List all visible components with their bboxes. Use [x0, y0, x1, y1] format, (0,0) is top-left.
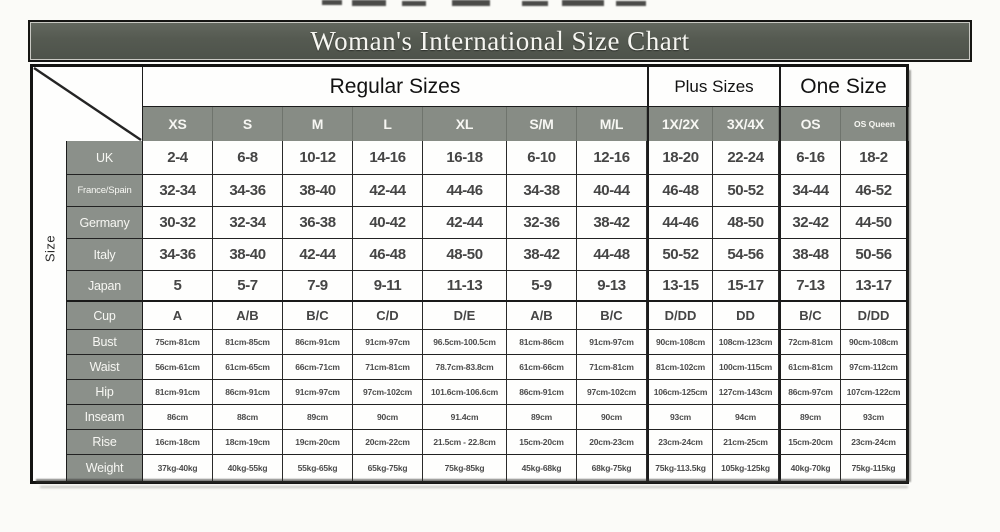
table-cell: 100cm-115cm: [713, 355, 779, 379]
table-cell: 71cm-81cm: [577, 355, 647, 379]
row-label: Hip: [67, 380, 143, 404]
table-cell: 18-2: [841, 141, 906, 174]
table-cell: 13-17: [841, 271, 906, 300]
table-cell: 38-48: [779, 239, 841, 270]
table-cell: D/E: [423, 302, 507, 329]
table-cell: 75kg-115kg: [841, 455, 906, 481]
table-cell: 32-34: [143, 175, 213, 206]
table-cell: 48-50: [423, 239, 507, 270]
table-cell: 45kg-68kg: [507, 455, 577, 481]
table-cell: B/C: [283, 302, 353, 329]
scan-artifact: [616, 1, 646, 6]
table-cell: 86cm-91cm: [213, 380, 283, 404]
table-cell: 75cm-81cm: [143, 330, 213, 354]
table-cell: 71cm-81cm: [353, 355, 423, 379]
table-cell: 91.4cm: [423, 405, 507, 429]
page-title: Woman's International Size Chart: [310, 25, 690, 56]
table-cell: 105kg-125kg: [713, 455, 779, 481]
table-row: [67, 455, 906, 481]
row-label: Rise: [67, 430, 143, 454]
table-cell: 21cm-25cm: [713, 430, 779, 454]
table-cell: 2-4: [143, 141, 213, 174]
diagonal-line: [33, 67, 142, 141]
row-label: Waist: [67, 355, 143, 379]
table-cell: 90cm: [353, 405, 423, 429]
table-cell: 34-36: [143, 239, 213, 270]
table-cell: 15-17: [713, 271, 779, 300]
table-cell: 12-16: [577, 141, 647, 174]
table-cell: 32-36: [507, 207, 577, 238]
table-row: [67, 355, 906, 380]
table-cell: 91cm-97cm: [353, 330, 423, 354]
scan-artifact: [562, 0, 604, 6]
table-row: [67, 380, 906, 405]
table-cell: 46-52: [841, 175, 906, 206]
table-cell: 18-20: [647, 141, 713, 174]
table-cell: A: [143, 302, 213, 329]
table-cell: 40-44: [577, 175, 647, 206]
table-cell: 7-9: [283, 271, 353, 300]
table-cell: 61cm-65cm: [213, 355, 283, 379]
table-cell: 66cm-71cm: [283, 355, 353, 379]
table-row: [67, 207, 906, 239]
column-header-row: [143, 107, 906, 141]
table-cell: 81cm-86cm: [507, 330, 577, 354]
table-cell: 90cm: [577, 405, 647, 429]
table-cell: A/B: [507, 302, 577, 329]
table-cell: 75kg-85kg: [423, 455, 507, 481]
table-cell: 15cm-20cm: [779, 430, 841, 454]
table-cell: 56cm-61cm: [143, 355, 213, 379]
table-cell: 21.5cm - 22.8cm: [423, 430, 507, 454]
table-cell: 50-56: [841, 239, 906, 270]
table-cell: 127cm-143cm: [713, 380, 779, 404]
table-cell: 48-50: [713, 207, 779, 238]
table-cell: 9-11: [353, 271, 423, 300]
table-cell: 50-52: [647, 239, 713, 270]
group-plus-sizes: Plus Sizes: [647, 67, 779, 106]
table-cell: 44-46: [647, 207, 713, 238]
table-cell: 61cm-66cm: [507, 355, 577, 379]
table-cell: 89cm: [283, 405, 353, 429]
row-label: Japan: [67, 271, 143, 300]
size-gutter: [33, 141, 67, 481]
table-cell: 50-52: [713, 175, 779, 206]
table-row: [67, 239, 906, 271]
table-cell: 19cm-20cm: [283, 430, 353, 454]
table-cell: 40kg-55kg: [213, 455, 283, 481]
column-header: S/M: [507, 107, 577, 141]
table-row: [67, 430, 906, 455]
table-cell: 40-42: [353, 207, 423, 238]
table-cell: 32-34: [213, 207, 283, 238]
table-cell: 34-44: [779, 175, 841, 206]
column-header: XL: [423, 107, 507, 141]
column-header: 1X/2X: [647, 107, 713, 141]
group-regular-sizes: Regular Sizes: [329, 74, 461, 98]
table-cell: 20cm-22cm: [353, 430, 423, 454]
table-cell: 97cm-102cm: [577, 380, 647, 404]
table-row: [67, 175, 906, 207]
table-cell: 44-48: [577, 239, 647, 270]
table-cell: 96.5cm-100.5cm: [423, 330, 507, 354]
table-cell: 16cm-18cm: [143, 430, 213, 454]
table-cell: 86cm: [143, 405, 213, 429]
column-header: XS: [143, 107, 213, 141]
column-header: OS: [779, 107, 841, 141]
table-cell: 89cm: [779, 405, 841, 429]
table-cell: 22-24: [713, 141, 779, 174]
head-right: [143, 67, 906, 141]
table-cell: 108cm-123cm: [713, 330, 779, 354]
table-cell: 23cm-24cm: [841, 430, 906, 454]
table-cell: 68kg-75kg: [577, 455, 647, 481]
table-cell: 6-16: [779, 141, 841, 174]
row-label: Inseam: [67, 405, 143, 429]
table-cell: 65kg-75kg: [353, 455, 423, 481]
table-cell: 7-13: [779, 271, 841, 300]
table-cell: 46-48: [647, 175, 713, 206]
table-cell: 55kg-65kg: [283, 455, 353, 481]
column-header: M: [283, 107, 353, 141]
scan-artifact: [402, 1, 426, 6]
table-cell: 30-32: [143, 207, 213, 238]
table-cell: 20cm-23cm: [577, 430, 647, 454]
table-cell: 38-42: [577, 207, 647, 238]
table-cell: 16-18: [423, 141, 507, 174]
table-cell: 38-40: [283, 175, 353, 206]
table-cell: 91cm-97cm: [283, 380, 353, 404]
table-cell: 23cm-24cm: [647, 430, 713, 454]
table-cell: 42-44: [423, 207, 507, 238]
table-cell: 13-15: [647, 271, 713, 300]
table-head: [33, 67, 906, 141]
table-cell: 93cm: [647, 405, 713, 429]
table-cell: 81cm-102cm: [647, 355, 713, 379]
table-cell: 81cm-91cm: [143, 380, 213, 404]
table-cell: 86cm-97cm: [779, 380, 841, 404]
table-cell: DD: [713, 302, 779, 329]
table-cell: 54-56: [713, 239, 779, 270]
size-group-row: [143, 67, 906, 107]
table-cell: 5: [143, 271, 213, 300]
table-cell: D/DD: [841, 302, 906, 329]
table-cell: 6-8: [213, 141, 283, 174]
column-header: 3X/4X: [713, 107, 779, 141]
table-cell: 34-36: [213, 175, 283, 206]
row-label: Germany: [67, 207, 143, 238]
table-cell: 101.6cm-106.6cm: [423, 380, 507, 404]
table-cell: 86cm-91cm: [283, 330, 353, 354]
table-cell: 61cm-81cm: [779, 355, 841, 379]
table-cell: A/B: [213, 302, 283, 329]
table-cell: 89cm: [507, 405, 577, 429]
table-cell: 46-48: [353, 239, 423, 270]
scan-artifact: [452, 0, 490, 6]
row-label: Bust: [67, 330, 143, 354]
row-label: Weight: [67, 455, 143, 481]
table-cell: 90cm-108cm: [841, 330, 906, 354]
table-cell: 40kg-70kg: [779, 455, 841, 481]
table-cell: 42-44: [353, 175, 423, 206]
table-row: [67, 302, 906, 330]
scan-artifact: [322, 0, 342, 5]
table-cell: 91cm-97cm: [577, 330, 647, 354]
table-cell: 44-46: [423, 175, 507, 206]
table-cell: 6-10: [507, 141, 577, 174]
table-cell: 32-42: [779, 207, 841, 238]
table-cell: 34-38: [507, 175, 577, 206]
corner-cell: [33, 67, 143, 141]
row-label: France/Spain: [67, 175, 143, 206]
table-cell: 5-9: [507, 271, 577, 300]
table-row: [67, 405, 906, 430]
table-cell: 107cm-122cm: [841, 380, 906, 404]
table-cell: 14-16: [353, 141, 423, 174]
table-cell: 88cm: [213, 405, 283, 429]
row-label: UK: [67, 141, 143, 174]
table-cell: 93cm: [841, 405, 906, 429]
row-label: Cup: [67, 302, 143, 329]
column-header: OS Queen: [841, 107, 909, 141]
table-cell: C/D: [353, 302, 423, 329]
table-cell: 75kg-113.5kg: [647, 455, 713, 481]
table-cell: 97cm-102cm: [353, 380, 423, 404]
table-cell: 37kg-40kg: [143, 455, 213, 481]
table-cell: 78.7cm-83.8cm: [423, 355, 507, 379]
table-cell: 42-44: [283, 239, 353, 270]
table-cell: 94cm: [713, 405, 779, 429]
table-row: [67, 141, 906, 175]
column-header: M/L: [577, 107, 647, 141]
table-cell: 90cm-108cm: [647, 330, 713, 354]
scan-artifact: [352, 0, 386, 6]
bottom-shadow-line-2: [40, 486, 908, 488]
size-chart-table: [30, 64, 909, 484]
column-header: L: [353, 107, 423, 141]
scan-artifact: [522, 1, 548, 6]
table-cell: D/DD: [647, 302, 713, 329]
side-label: Size: [42, 234, 57, 263]
table-cell: 44-50: [841, 207, 906, 238]
table-cell: 36-38: [283, 207, 353, 238]
table-cell: B/C: [779, 302, 841, 329]
right-shadow-line: [908, 70, 911, 482]
table-cell: 9-13: [577, 271, 647, 300]
table-cell: 106cm-125cm: [647, 380, 713, 404]
column-header: S: [213, 107, 283, 141]
bottom-shadow-line: [36, 479, 908, 483]
table-cell: 38-40: [213, 239, 283, 270]
group-one-size: One Size: [779, 67, 906, 106]
table-cell: 15cm-20cm: [507, 430, 577, 454]
table-cell: 81cm-85cm: [213, 330, 283, 354]
table-cell: 10-12: [283, 141, 353, 174]
table-cell: 18cm-19cm: [213, 430, 283, 454]
table-cell: 11-13: [423, 271, 507, 300]
table-cell: 72cm-81cm: [779, 330, 841, 354]
table-cell: 5-7: [213, 271, 283, 300]
table-cell: B/C: [577, 302, 647, 329]
table-cell: 38-42: [507, 239, 577, 270]
table-row: [67, 330, 906, 355]
chart-title-bar: [30, 22, 970, 60]
table-cell: 97cm-112cm: [841, 355, 906, 379]
table-row: [67, 271, 906, 302]
table-cell: 86cm-91cm: [507, 380, 577, 404]
table-body: [33, 141, 906, 481]
row-label: Italy: [67, 239, 143, 270]
